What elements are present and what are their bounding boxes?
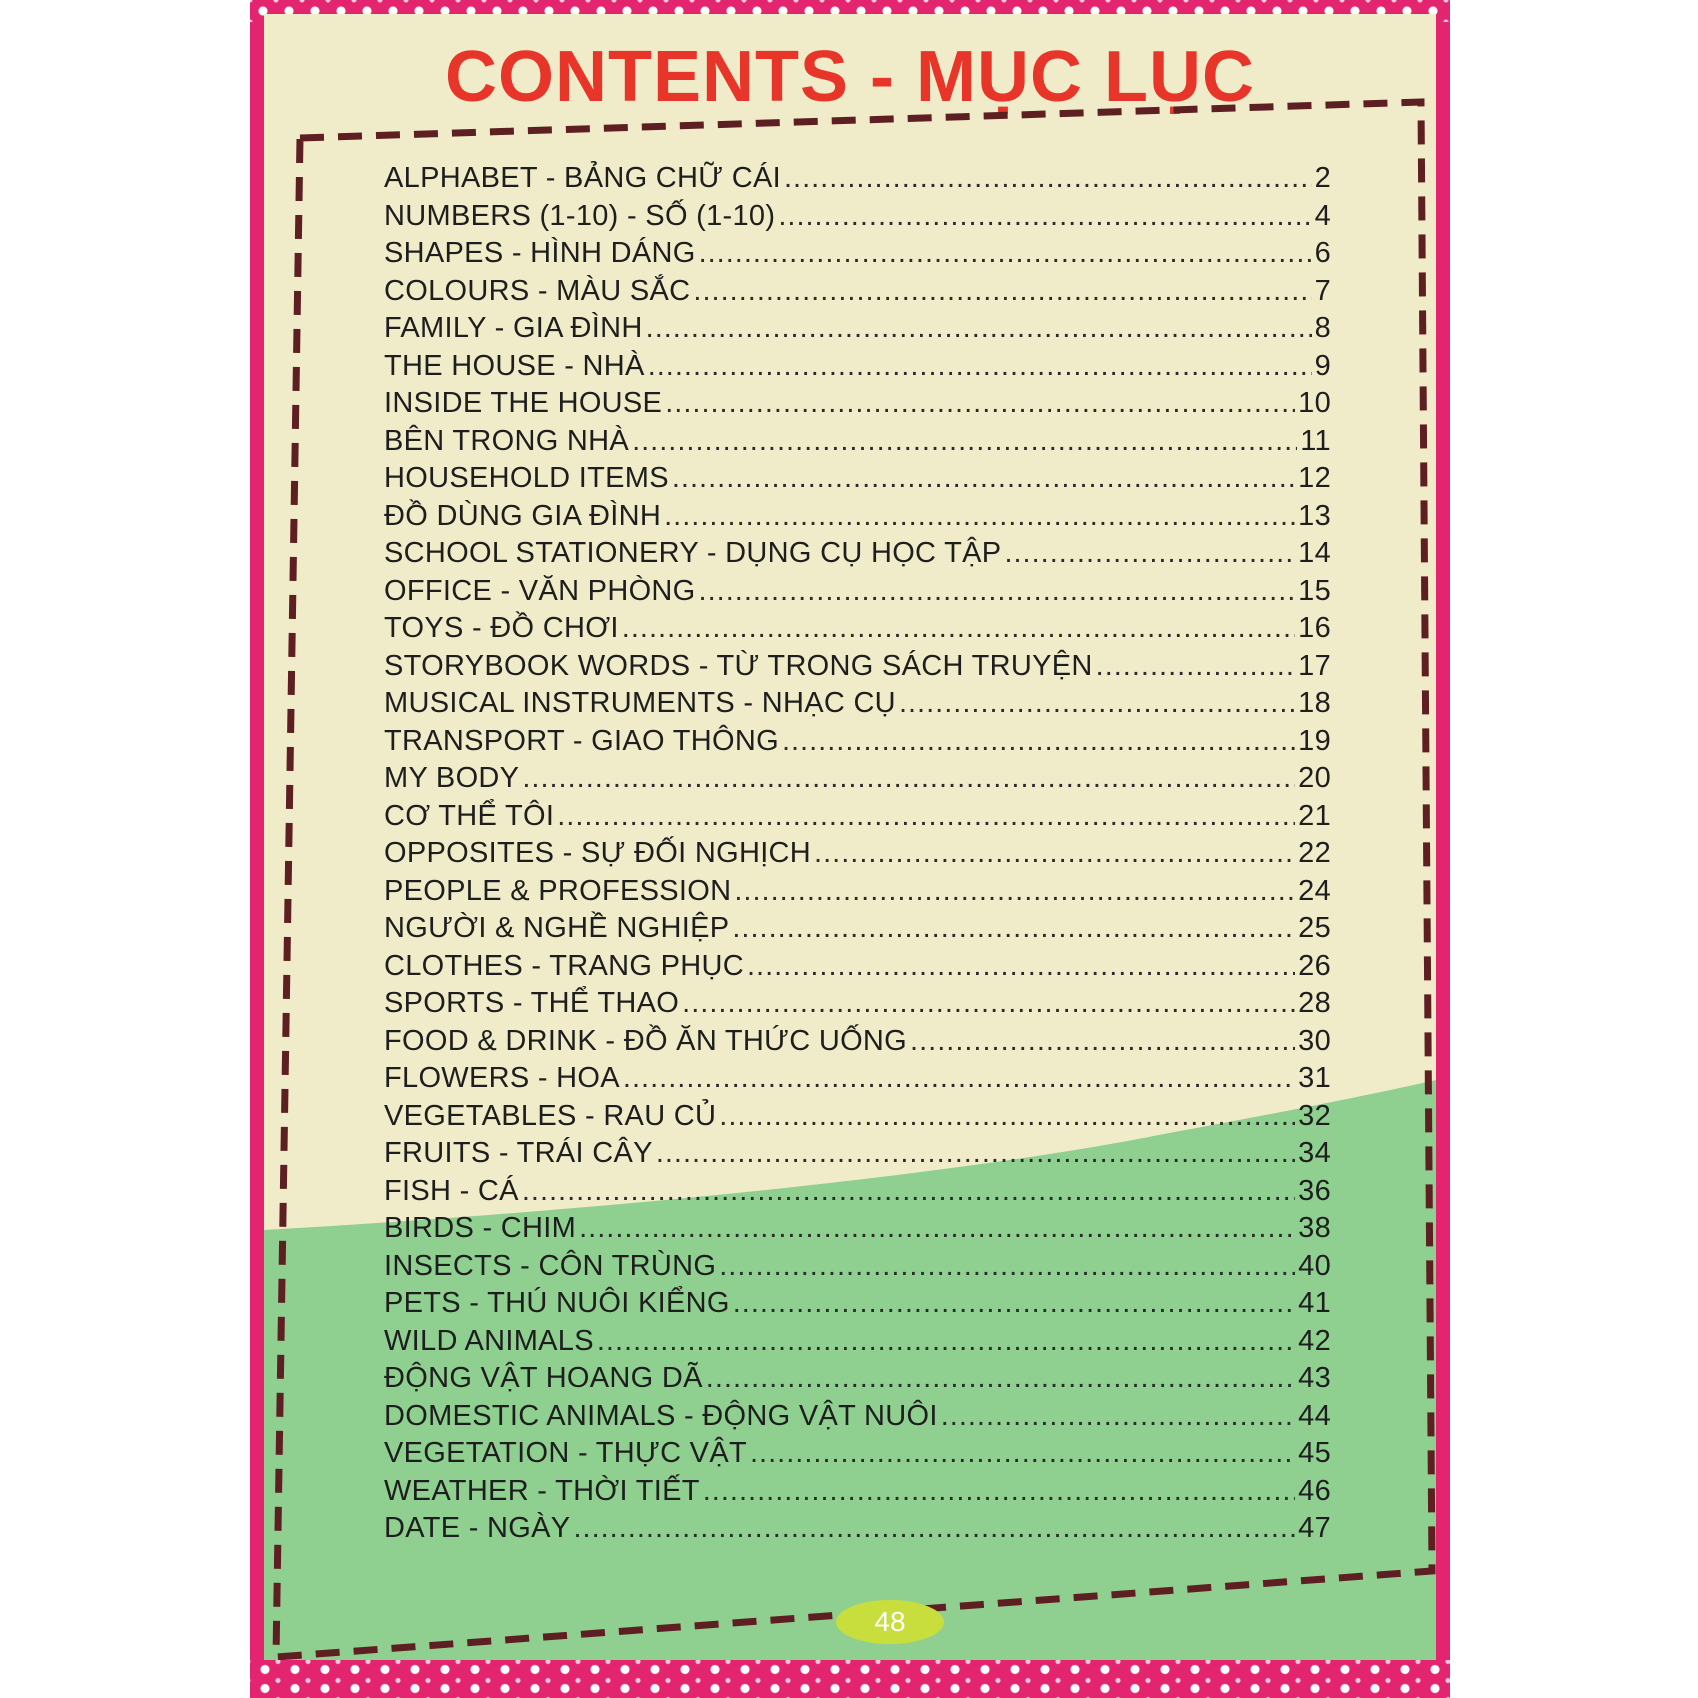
toc-entry-title: FAMILY - GIA ĐÌNH xyxy=(384,312,643,344)
dot-leader xyxy=(732,912,1295,945)
toc-entry[interactable] xyxy=(384,687,1331,725)
toc-entry[interactable] xyxy=(384,1212,1331,1250)
toc-entry-page: 19 xyxy=(1298,724,1331,757)
toc-entry-title: FLOWERS - HOA xyxy=(384,1062,620,1094)
toc-entry-page: 16 xyxy=(1298,612,1331,644)
toc-entry[interactable] xyxy=(384,837,1331,875)
toc-entry-title: INSECTS - CÔN TRÙNG xyxy=(384,1249,717,1282)
toc-entry-title: CƠ THỂ TÔI xyxy=(384,799,555,832)
toc-entry-title: MUSICAL INSTRUMENTS - NHẠC CỤ xyxy=(384,687,896,719)
toc-entry-page: 47 xyxy=(1298,1512,1331,1544)
toc-entry-title: THE HOUSE - NHÀ xyxy=(384,349,645,382)
toc-entry-title: SHAPES - HÌNH DÁNG xyxy=(384,237,696,269)
dot-leader xyxy=(682,987,1295,1020)
toc-entry[interactable] xyxy=(384,650,1331,688)
dot-leader xyxy=(1096,650,1296,683)
toc-entry-title: TRANSPORT - GIAO THÔNG xyxy=(384,724,779,757)
dot-leader xyxy=(672,462,1295,495)
toc-entry[interactable] xyxy=(384,387,1331,425)
toc-entry-page: 38 xyxy=(1298,1212,1331,1244)
toc-entry-page: 26 xyxy=(1298,949,1331,982)
dot-leader xyxy=(941,1400,1295,1433)
toc-entry-title: VEGETABLES - RAU CỦ xyxy=(384,1099,717,1132)
toc-entry-title: NUMBERS (1-10) - SỐ (1-10) xyxy=(384,199,776,232)
dot-leader xyxy=(750,1437,1295,1470)
dot-leader xyxy=(899,687,1295,720)
toc-entry[interactable] xyxy=(384,1287,1331,1325)
dot-leader xyxy=(734,875,1295,908)
toc-entry-page: 32 xyxy=(1298,1099,1331,1132)
toc-entry-page: 7 xyxy=(1314,274,1331,307)
toc-entry[interactable] xyxy=(384,612,1331,650)
toc-entry-title: MY BODY xyxy=(384,762,520,794)
toc-entry[interactable] xyxy=(384,537,1331,575)
toc-entry[interactable] xyxy=(384,1325,1331,1363)
toc-entry[interactable] xyxy=(384,800,1331,838)
toc-entry-page: 36 xyxy=(1298,1174,1331,1207)
toc-entry[interactable] xyxy=(384,1437,1331,1475)
toc-entry-page: 22 xyxy=(1298,837,1331,869)
dot-leader xyxy=(693,275,1311,308)
toc-entry[interactable] xyxy=(384,1100,1331,1138)
toc-entry-page: 9 xyxy=(1314,349,1331,382)
toc-entry[interactable] xyxy=(384,425,1331,463)
toc-entry-title: ĐỒ DÙNG GIA ĐÌNH xyxy=(384,499,662,532)
toc-entry-page: 21 xyxy=(1298,799,1331,832)
dot-leader xyxy=(706,1362,1295,1395)
dot-leader xyxy=(623,1062,1295,1095)
dot-leader xyxy=(665,387,1295,420)
dot-leader xyxy=(646,312,1312,345)
dot-leader xyxy=(778,200,1311,233)
toc-entry-title: STORYBOOK WORDS - TỪ TRONG SÁCH TRUYỆN xyxy=(384,649,1093,682)
toc-entry-page: 43 xyxy=(1298,1362,1331,1394)
toc-entry-title: OPPOSITES - SỰ ĐỐI NGHỊCH xyxy=(384,837,812,869)
toc-entry[interactable] xyxy=(384,312,1331,350)
toc-entry-page: 13 xyxy=(1298,499,1331,532)
toc-entry-page: 28 xyxy=(1298,987,1331,1019)
toc-entry-title: NGƯỜI & NGHỀ NGHIỆP xyxy=(384,912,730,944)
toc-entry-page: 42 xyxy=(1298,1324,1331,1357)
dot-leader xyxy=(597,1325,1295,1358)
toc-entry[interactable] xyxy=(384,725,1331,763)
toc-entry-title: FRUITS - TRÁI CÂY xyxy=(384,1137,653,1169)
toc-entry-title: TOYS - ĐỒ CHƠI xyxy=(384,612,619,644)
dot-leader xyxy=(733,1287,1295,1320)
toc-entry-title: INSIDE THE HOUSE xyxy=(384,387,663,419)
dot-leader xyxy=(573,1512,1295,1545)
toc-entry-page: 10 xyxy=(1298,387,1331,419)
dot-leader xyxy=(557,800,1295,833)
toc-entry[interactable] xyxy=(384,875,1331,913)
toc-entry-title: BÊN TRONG NHÀ xyxy=(384,424,630,457)
page-title: CONTENTS - MỤC LỤC xyxy=(445,37,1255,117)
decorative-pattern-bottom xyxy=(250,1660,1450,1698)
toc-entry-page: 31 xyxy=(1298,1062,1331,1094)
toc-entry[interactable] xyxy=(384,1400,1331,1438)
toc-entry-title: COLOURS - MÀU SẮC xyxy=(384,274,691,307)
dot-leader xyxy=(632,425,1297,458)
toc-entry-title: FOOD & DRINK - ĐỒ ĂN THỨC UỐNG xyxy=(384,1024,908,1057)
toc-entry-title: SPORTS - THỂ THAO xyxy=(384,987,680,1019)
dot-leader xyxy=(622,612,1295,645)
dot-leader xyxy=(648,350,1312,383)
toc-entry[interactable] xyxy=(384,462,1331,500)
toc-entry[interactable] xyxy=(384,1475,1331,1513)
toc-entry-page: 40 xyxy=(1298,1249,1331,1282)
table-of-contents xyxy=(384,162,1331,1550)
toc-entry-page: 15 xyxy=(1298,574,1331,607)
book-page xyxy=(250,0,1450,1698)
toc-entry-title: VEGETATION - THỰC VẬT xyxy=(384,1437,747,1469)
toc-entry-page: 6 xyxy=(1314,237,1331,269)
toc-entry-title: SCHOOL STATIONERY - DỤNG CỤ HỌC TẬP xyxy=(384,537,1002,569)
page-inner xyxy=(264,14,1436,1660)
toc-entry-page: 8 xyxy=(1314,312,1331,344)
dot-leader xyxy=(1004,537,1295,570)
toc-entry-page: 45 xyxy=(1298,1437,1331,1469)
toc-entry-page: 44 xyxy=(1298,1399,1331,1432)
toc-entry-title: HOUSEHOLD ITEMS xyxy=(384,462,669,494)
toc-entry-page: 11 xyxy=(1300,424,1331,457)
toc-entry-title: PEOPLE & PROFESSION xyxy=(384,874,732,907)
toc-entry-page: 20 xyxy=(1298,762,1331,794)
toc-entry-title: WEATHER - THỜI TIẾT xyxy=(384,1474,700,1507)
toc-entry[interactable] xyxy=(384,575,1331,613)
toc-entry[interactable] xyxy=(384,1137,1331,1175)
toc-entry-title: ĐỘNG VẬT HOANG DÃ xyxy=(384,1362,703,1394)
dot-leader xyxy=(719,1100,1295,1133)
toc-entry[interactable] xyxy=(384,1512,1331,1550)
toc-entry-title: DOMESTIC ANIMALS - ĐỘNG VẬT NUÔI xyxy=(384,1399,938,1432)
toc-entry-title: WILD ANIMALS xyxy=(384,1324,594,1357)
dot-leader xyxy=(579,1212,1295,1245)
toc-entry[interactable] xyxy=(384,1062,1331,1100)
toc-entry-title: ALPHABET - BẢNG CHỮ CÁI xyxy=(384,162,781,194)
dot-leader xyxy=(814,837,1295,870)
dot-leader xyxy=(699,575,1296,608)
toc-entry[interactable] xyxy=(384,1362,1331,1400)
toc-entry-title: DATE - NGÀY xyxy=(384,1512,571,1544)
dot-leader xyxy=(699,237,1312,270)
toc-entry[interactable] xyxy=(384,500,1331,538)
toc-entry[interactable] xyxy=(384,1175,1331,1213)
dot-leader xyxy=(522,1175,1295,1208)
toc-entry-page: 4 xyxy=(1314,199,1331,232)
toc-entry-title: PETS - THÚ NUÔI KIỂNG xyxy=(384,1287,730,1319)
toc-entry-page: 34 xyxy=(1298,1137,1331,1169)
toc-entry-page: 30 xyxy=(1298,1024,1331,1057)
toc-entry[interactable] xyxy=(384,912,1331,950)
dot-leader xyxy=(719,1250,1295,1283)
toc-entry-page: 17 xyxy=(1298,649,1331,682)
toc-entry[interactable] xyxy=(384,762,1331,800)
dot-leader xyxy=(910,1025,1295,1058)
toc-entry-page: 46 xyxy=(1298,1474,1331,1507)
toc-entry[interactable] xyxy=(384,1025,1331,1063)
toc-entry-page: 18 xyxy=(1298,687,1331,719)
toc-entry-page: 24 xyxy=(1298,874,1331,907)
toc-entry[interactable] xyxy=(384,162,1331,200)
toc-entry[interactable] xyxy=(384,350,1331,388)
toc-entry-page: 14 xyxy=(1298,537,1331,569)
toc-entry-title: OFFICE - VĂN PHÒNG xyxy=(384,574,696,607)
dot-leader xyxy=(656,1137,1295,1170)
toc-entry-page: 12 xyxy=(1298,462,1331,494)
toc-entry[interactable] xyxy=(384,200,1331,238)
toc-entry-title: CLOTHES - TRANG PHỤC xyxy=(384,949,744,982)
dot-leader xyxy=(782,725,1295,758)
toc-entry-title: BIRDS - CHIM xyxy=(384,1212,577,1244)
toc-entry[interactable] xyxy=(384,275,1331,313)
toc-entry-page: 41 xyxy=(1298,1287,1331,1319)
page-number-badge: 48 xyxy=(836,1600,944,1644)
dot-leader xyxy=(664,500,1295,533)
dot-leader xyxy=(703,1475,1295,1508)
toc-entry[interactable] xyxy=(384,1250,1331,1288)
toc-entry-page: 2 xyxy=(1314,162,1331,194)
toc-entry[interactable] xyxy=(384,237,1331,275)
dot-leader xyxy=(747,950,1295,983)
dot-leader xyxy=(784,162,1312,195)
dot-leader xyxy=(522,762,1295,795)
toc-entry-page: 25 xyxy=(1298,912,1331,944)
toc-entry[interactable] xyxy=(384,950,1331,988)
toc-entry-title: FISH - CÁ xyxy=(384,1174,519,1207)
toc-entry[interactable] xyxy=(384,987,1331,1025)
